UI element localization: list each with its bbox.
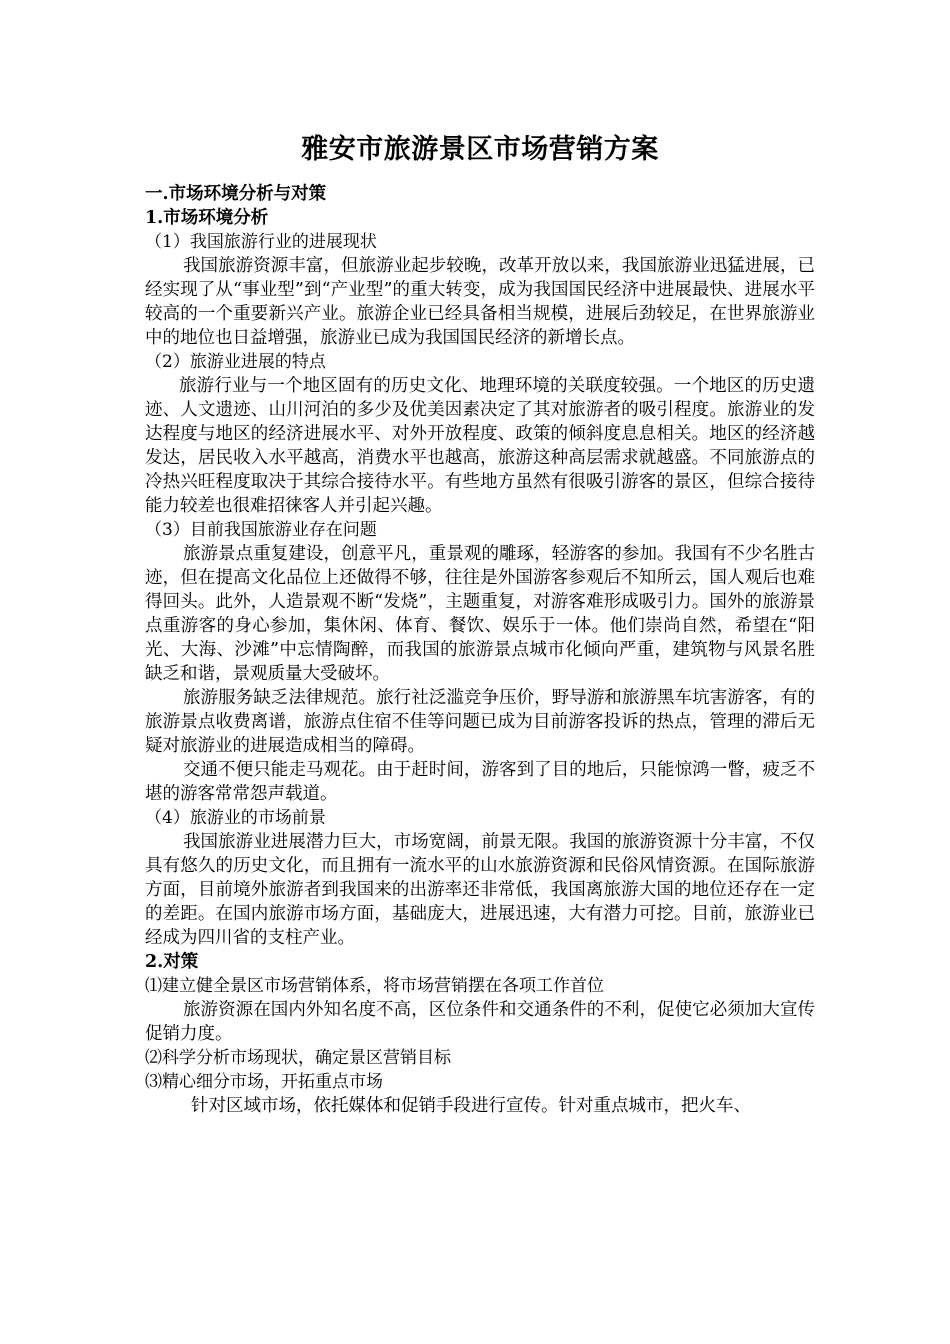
paragraph: 针对区域市场，依托媒体和促销手段进行宣传。针对重点城市，把火车、 [191,1096,751,1116]
subsection-heading-2: 2.对策 [145,952,199,972]
item-heading-1: （1）我国旅游行业的进展现状 [145,232,377,252]
measure-heading-3: ⑶精心细分市场，开拓重点市场 [145,1072,383,1092]
paragraph: 交通不便只能走马观花。由于赶时间，游客到了目的地后，只能惊鸿一瞥，疲乏不堪的游客常常怨声载道。 [145,760,815,804]
item-heading-3: （3）目前我国旅游业存在问题 [145,520,377,540]
measure-heading-1: ⑴建立健全景区市场营销体系，将市场营销摆在各项工作首位 [145,976,604,996]
section-heading-1: 一.市场环境分析与对策 [145,184,327,204]
item-heading-2: （2）旅游业进展的特点 [145,352,326,372]
document-title: 雅安市旅游景区市场营销方案 [301,134,659,165]
paragraph: 旅游资源在国内外知名度不高，区位条件和交通条件的不利，促使它必须加大宣传促销力度。 [145,1000,815,1044]
item-heading-4: （4）旅游业的市场前景 [145,808,326,828]
paragraph: 旅游行业与一个地区固有的历史文化、地理环境的关联度较强。一个地区的历史遗迹、人文遗迹、山川河泊的多少及优美因素决定了其对旅游者的吸引程度。旅游业的发达程度与地区的经济进展水平、对外开放程度、政策的倾斜度息息相关。地区的经济越发达，居民收入水平越高，消费水平也越高，旅游这种高层需求就越盛。不同旅游点的冷热兴旺程度取决于其综合接待水平。有些地方虽然有很吸引游客的景区，但综合接待能力较差也很难招徕客人并引起兴趣。 [145,376,815,516]
document-page [145,132,815,1118]
subsection-heading-1: 1.市场环境分析 [145,208,269,228]
measure-heading-2: ⑵科学分析市场现状，确定景区营销目标 [145,1048,451,1068]
paragraph: 旅游景点重复建设，创意平凡，重景观的雕琢，轻游客的参加。我国有不少名胜古迹，但在提高文化品位上还做得不够，往往是外国游客参观后不知所云，国人观后也难得回头。此外，人造景观不断“发烧”，主题重复，对游客难形成吸引力。国外的旅游景点重游客的身心参加，集休闲、体育、餐饮、娱乐于一体。他们崇尚自然，希望在“阳光、大海、沙滩”中忘情陶醉，而我国的旅游景点城市化倾向严重，建筑物与风景名胜缺乏和谐，景观质量大受破坏。 [145,544,815,684]
paragraph: 旅游服务缺乏法律规范。旅行社泛滥竞争压价，野导游和旅游黑车坑害游客，有的旅游景点收费离谱，旅游点住宿不佳等问题已成为目前游客投诉的热点，管理的滞后无疑对旅游业的进展造成相当的障碍。 [145,688,815,756]
paragraph: 我国旅游资源丰富，但旅游业起步较晚，改革开放以来，我国旅游业迅猛进展，已经实现了从“事业型”到“产业型”的重大转变，成为我国国民经济中进展最快、进展水平较高的一个重要新兴产业。旅游企业已经具备相当规模，进展后劲较足，在世界旅游业中的地位也日益增强，旅游业已成为我国国民经济的新增长点。 [145,256,815,348]
paragraph: 我国旅游业进展潜力巨大，市场宽阔，前景无限。我国的旅游资源十分丰富，不仅具有悠久的历史文化，而且拥有一流水平的山水旅游资源和民俗风情资源。在国际旅游方面，目前境外旅游者到我国来的出游率还非常低，我国离旅游大国的地位还存在一定的差距。在国内旅游市场方面，基础庞大，进展迅速，大有潜力可挖。目前，旅游业已经成为四川省的支柱产业。 [145,832,815,948]
